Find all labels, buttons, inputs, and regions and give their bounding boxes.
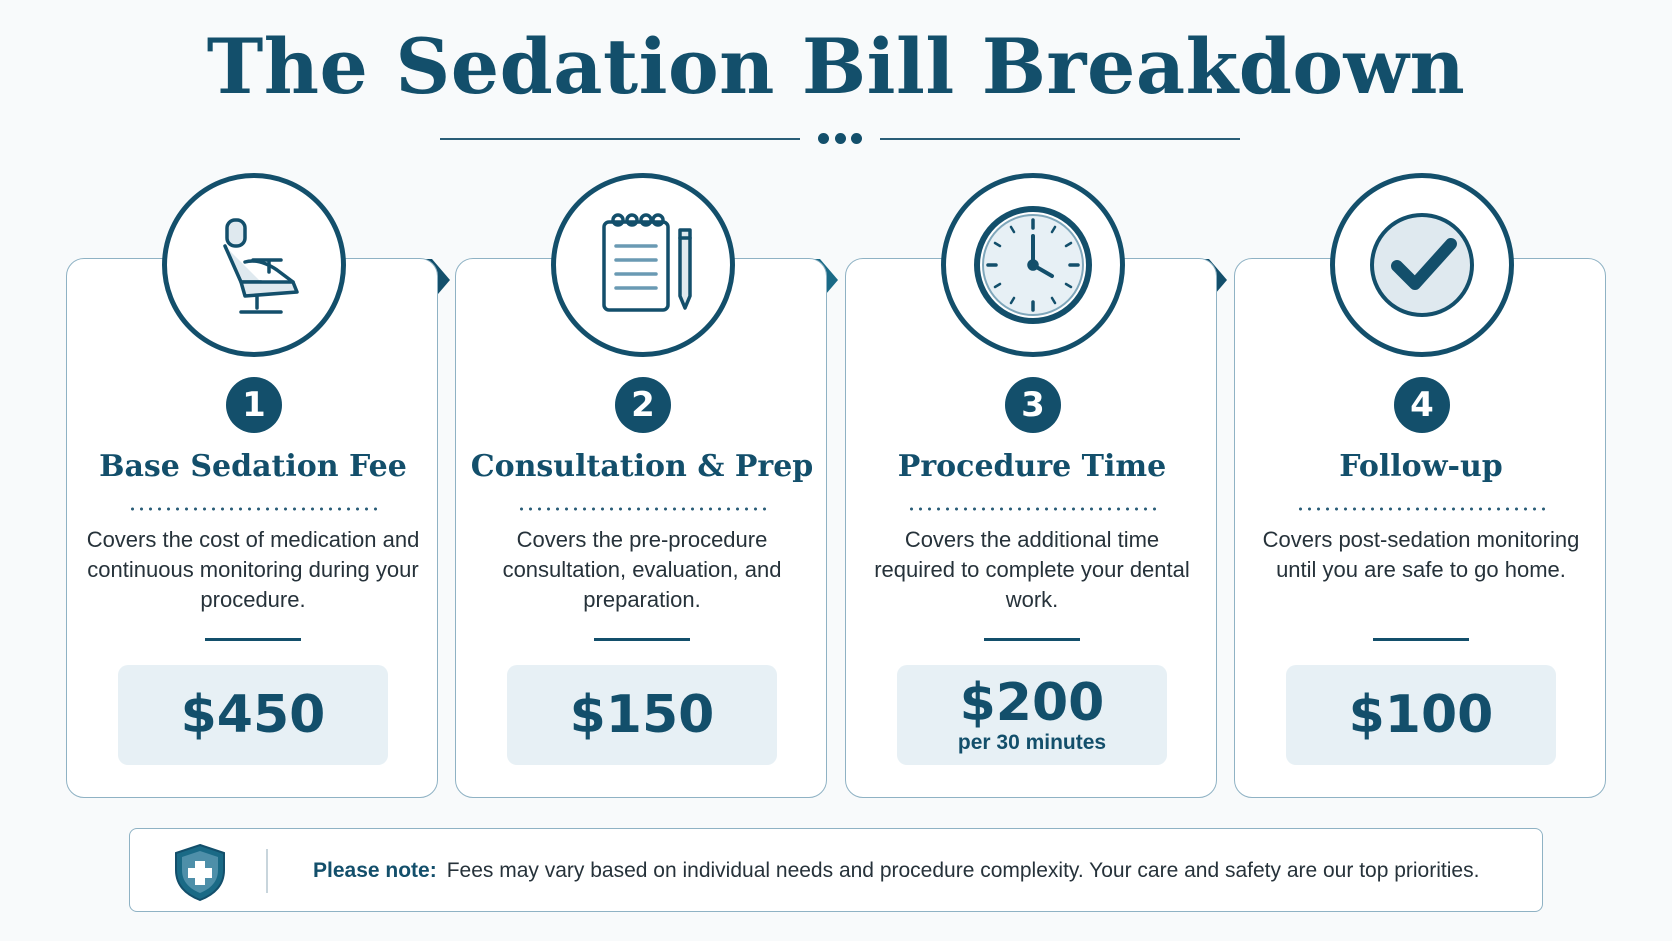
title-divider <box>440 130 1240 150</box>
price: $150 <box>569 685 715 745</box>
card-description: Covers the additional time required to complete your dental work. <box>874 527 1190 612</box>
step-number: 1 <box>226 377 282 433</box>
page-title: The Sedation Bill Breakdown <box>206 22 1466 111</box>
price-box <box>897 665 1167 765</box>
price: $450 <box>180 685 326 745</box>
clock-icon <box>941 173 1125 357</box>
card-title: Follow-up <box>1339 449 1503 484</box>
card-title: Base Sedation Fee <box>99 449 407 484</box>
shield-cross-icon <box>172 842 228 902</box>
price-box <box>118 665 388 765</box>
step-number: 2 <box>615 377 671 433</box>
note-box <box>129 828 1543 912</box>
price-note: per 30 minutes <box>957 731 1107 754</box>
clipboard-pen-icon <box>551 173 735 357</box>
step-number: 3 <box>1005 377 1061 433</box>
card-description: Covers post-sedation monitoring until you are safe to go home. <box>1262 527 1580 582</box>
card-title: Consultation & Prep <box>470 449 814 484</box>
note-label: Please note: <box>313 859 437 882</box>
checkmark-icon <box>1330 173 1514 357</box>
price: $200 <box>959 673 1105 733</box>
price-box <box>507 665 777 765</box>
note-text: Fees may vary based on individual needs and procedure complexity. Your care and safety are our top priorities. <box>446 859 1480 882</box>
price-box <box>1286 665 1556 765</box>
price: $100 <box>1348 685 1494 745</box>
step-number: 4 <box>1394 377 1450 433</box>
card-description: Covers the pre-procedure consultation, evaluation, and preparation. <box>502 527 782 612</box>
card-title: Procedure Time <box>897 449 1167 484</box>
card-description: Covers the cost of medication and continuous monitoring during your procedure. <box>86 527 420 612</box>
dental-chair-icon <box>162 173 346 357</box>
